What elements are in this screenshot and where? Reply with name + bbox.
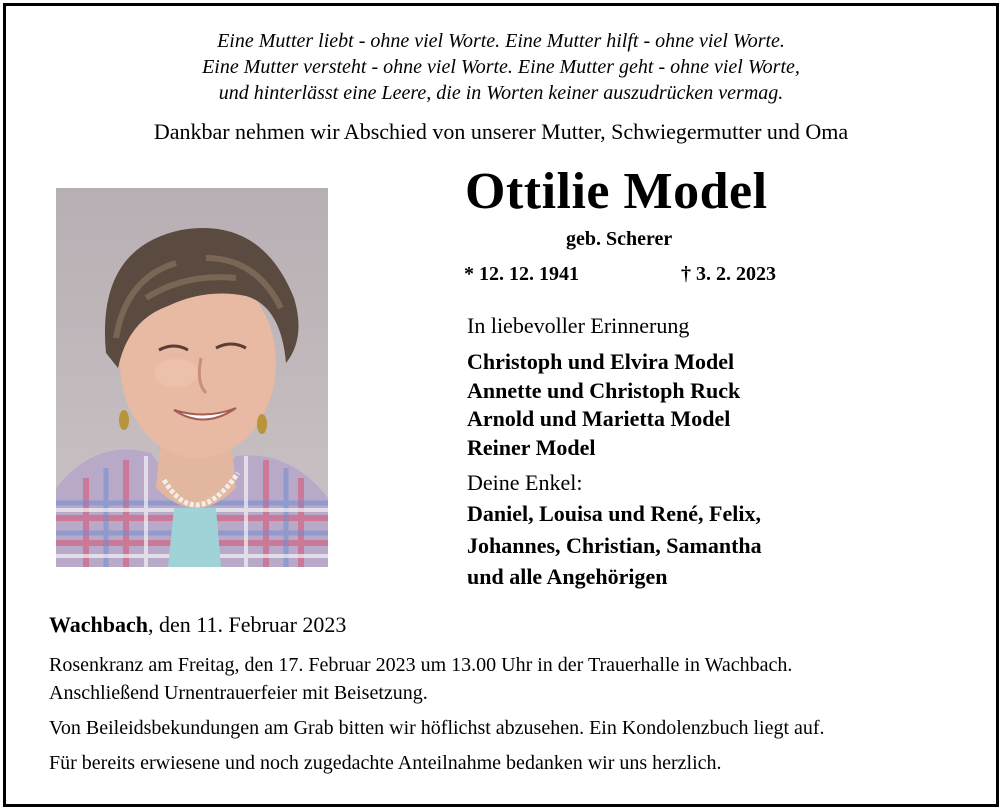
obituary-notice [3, 3, 999, 807]
family-member: Reiner Model [467, 434, 596, 460]
notice-line: Anschließend Urnentrauerfeier mit Beisetzung. [49, 682, 428, 704]
notice-line: Rosenkranz am Freitag, den 17. Februar 2023 um 13.00 Uhr in der Trauerhalle in Wachbach. [49, 654, 793, 676]
birth-date: * 12. 12. 1941 [464, 263, 579, 285]
notice-text [49, 651, 825, 777]
place-name: Wachbach [49, 612, 149, 637]
portrait-image [56, 188, 328, 567]
grandchildren-line: Johannes, Christian, Samantha [467, 533, 762, 558]
family-member: Annette und Christoph Ruck [467, 377, 741, 403]
grandchildren-list [467, 498, 762, 562]
poem [6, 28, 996, 106]
family-member: Arnold und Marietta Model [467, 406, 731, 431]
poem-line: Eine Mutter versteht - ohne viel Worte. Eine Mutter geht - ohne viel Worte, [202, 56, 800, 78]
place-date-line [49, 612, 346, 638]
notice-line: Für bereits erwiesene und noch zugedachte Anteilnahme bedanken wir uns herzlich. [49, 752, 722, 774]
deceased-name: Ottilie Model [465, 163, 768, 220]
death-date: † 3. 2. 2023 [681, 263, 776, 285]
poem-line: und hinterlässt eine Leere, die in Worten keiner auszudrücken vermag. [218, 82, 784, 104]
farewell-intro: Dankbar nehmen wir Abschied von unserer Mutter, Schwiegermutter und Oma [153, 119, 849, 144]
notice-line: Von Beileidsbekundungen am Grab bitten wir höflichst abzusehen. Ein Kondolenzbuch liegt auf. [49, 717, 825, 739]
memory-line: In liebevoller Erinnerung [467, 313, 690, 338]
relatives-line: und alle Angehörigen [467, 564, 668, 589]
maiden-name: geb. Scherer [566, 228, 673, 250]
notice-date: , den 11. Februar 2023 [148, 612, 347, 637]
family-list [467, 348, 740, 462]
family-member: Christoph und Elvira Model [467, 349, 735, 374]
grandchildren-label: Deine Enkel: [467, 470, 583, 495]
poem-line: Eine Mutter liebt - ohne viel Worte. Eine Mutter hilft - ohne viel Worte. [217, 30, 785, 52]
portrait-photo [56, 188, 328, 567]
grandchildren-line: Daniel, Louisa und René, Felix, [467, 501, 761, 526]
